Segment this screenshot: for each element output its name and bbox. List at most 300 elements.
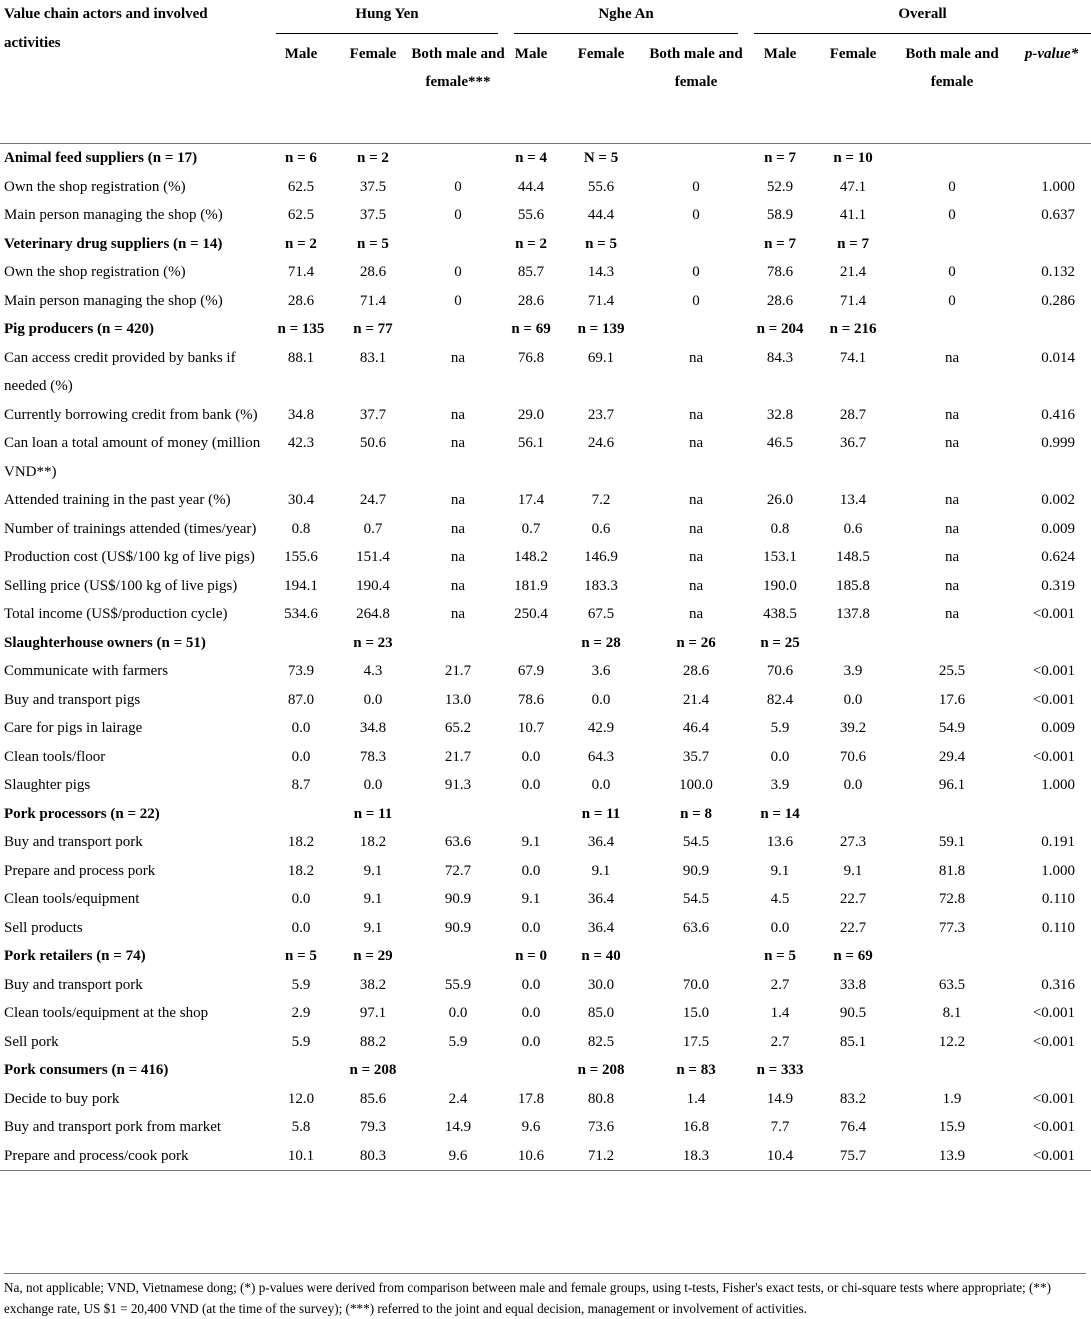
row-label: Total income (US$/production cycle) [4, 606, 228, 622]
table-cell: 5.9 [448, 1033, 468, 1050]
table-cell: 77.3 [938, 919, 966, 936]
table-cell: na [450, 406, 466, 423]
row-label: Can access credit provided by banks if needed (%) [4, 349, 236, 394]
table-cell: na [450, 492, 466, 508]
row-label: Care for pigs in lairage [4, 720, 143, 736]
table-cell: 194.1 [284, 577, 318, 594]
table-cell: 250.4 [514, 606, 548, 622]
table-cell: 47.1 [839, 178, 867, 195]
table-cell: 26.0 [766, 492, 794, 508]
table-cell: na [944, 577, 960, 594]
table-cell: 67.5 [587, 606, 615, 622]
table-cell: 90.9 [682, 862, 710, 879]
row-label: Own the shop registration (%) [4, 264, 186, 280]
table-cell: 0.0 [770, 748, 790, 765]
table-cell: 146.9 [584, 549, 618, 565]
table-cell: 35.7 [682, 748, 710, 765]
table-cell: 36.4 [587, 891, 615, 907]
section-row [0, 230, 1091, 259]
table-cell: 9.6 [521, 1119, 541, 1135]
table-cell: n = 5 [285, 948, 317, 964]
pvalue-cell: 0.624 [1041, 549, 1076, 565]
row-label: Attended training in the past year (%) [4, 492, 231, 508]
table-row [0, 1113, 1091, 1142]
table-cell: 21.7 [444, 748, 472, 765]
table-cell: 0.0 [843, 777, 863, 793]
table-cell: 5.9 [291, 976, 311, 993]
table-cell [266, 1056, 336, 1085]
table-row [0, 515, 1091, 544]
table-cell: 13.9 [938, 1147, 966, 1164]
table-cell: 0.0 [291, 720, 311, 736]
table-cell: 153.1 [763, 549, 797, 565]
table-cell: 534.6 [284, 606, 318, 622]
table-cell [892, 800, 1012, 829]
table-cell: n = 7 [764, 235, 796, 252]
table-cell: 64.3 [587, 748, 615, 765]
table-row [0, 743, 1091, 772]
table-cell: 4.5 [770, 891, 790, 907]
table-cell: 3.9 [843, 663, 863, 679]
table-cell: na [450, 577, 466, 594]
table-cell: 1.4 [686, 1090, 706, 1107]
table-cell: 84.3 [766, 349, 794, 366]
table-cell: 0 [454, 264, 462, 280]
row-label: Clean tools/floor [4, 748, 106, 765]
table-cell: 7.2 [591, 492, 611, 508]
table-cell: n = 40 [581, 948, 621, 964]
table-cell: na [944, 549, 960, 565]
table-cell: 72.7 [444, 862, 472, 879]
table-cell: 71.4 [839, 292, 867, 309]
table-cell: 8.1 [942, 1005, 962, 1021]
table-row [0, 714, 1091, 743]
row-label: Sell pork [4, 1033, 59, 1050]
table-cell: 18.3 [682, 1147, 710, 1164]
pvalue-cell: <0.001 [1032, 1090, 1076, 1107]
table-row [0, 201, 1091, 230]
table-cell: na [944, 406, 960, 423]
table-cell: 54.5 [682, 891, 710, 907]
table-cell: na [450, 435, 466, 451]
group-header-overall [746, 0, 1091, 34]
section-label: Pork consumers (n = 416) [4, 1062, 169, 1078]
table-cell: 90.5 [839, 1005, 867, 1021]
pvalue-cell: 0.999 [1041, 435, 1076, 451]
table-cell: 0.0 [291, 891, 311, 907]
table-row [0, 914, 1091, 943]
pvalue-cell: 1.000 [1041, 777, 1076, 793]
table-cell: 9.1 [521, 834, 541, 850]
col-header-both: Both male and female [892, 34, 1012, 144]
table-footnote: Na, not applicable; VND, Vietnamese dong; (*) p-values were derived from comparison between male and female groups, using t-tests, Fisher's exact tests, or chi-square tests where appropriate; (**) exchange rate, US $1 = 20,400 VND (at the time of the survey); (***) referred to the joint and equal decision, management or involvement of activities. [4, 1273, 1086, 1319]
table-row [0, 1142, 1091, 1171]
pvalue-cell: 0.316 [1041, 976, 1076, 993]
pvalue-cell: 0.014 [1041, 349, 1076, 366]
table-cell: n = 6 [285, 150, 317, 166]
table-cell: 52.9 [766, 178, 794, 195]
table-cell: na [688, 520, 704, 537]
col-header-both: Both male and female [646, 34, 746, 144]
table-cell: 155.6 [284, 549, 318, 565]
table-row [0, 486, 1091, 515]
table-cell: 9.1 [843, 862, 863, 879]
table-cell: 9.1 [363, 891, 383, 907]
table-cell: 85.1 [839, 1033, 867, 1050]
table-row [0, 258, 1091, 287]
table-cell: 78.6 [766, 264, 794, 280]
table-cell: 0.0 [363, 777, 383, 793]
table-cell: 71.2 [587, 1147, 615, 1164]
table-cell: 14.9 [766, 1090, 794, 1107]
table-cell: 151.4 [356, 549, 390, 565]
table-cell: 36.7 [839, 435, 867, 451]
pvalue-cell: 0.110 [1041, 919, 1076, 936]
section-label: Animal feed suppliers (n = 17) [4, 150, 198, 166]
pvalue-cell [1012, 315, 1091, 344]
table-cell: 73.9 [287, 663, 315, 679]
pvalue-cell: <0.001 [1032, 1033, 1076, 1050]
table-row [0, 1028, 1091, 1057]
table-cell: 30.0 [587, 976, 615, 993]
table-cell: 8.7 [291, 777, 311, 793]
table-cell: 0 [948, 292, 956, 309]
col-header-female: Female [814, 34, 892, 144]
table-cell: 41.1 [839, 207, 867, 223]
section-label: Pork retailers (n = 74) [4, 948, 146, 964]
pvalue-cell: 0.286 [1041, 292, 1076, 309]
table-cell [266, 629, 336, 658]
table-cell: n = 5 [764, 948, 796, 964]
table-cell: 82.5 [587, 1033, 615, 1050]
pvalue-cell [1012, 800, 1091, 829]
table-cell: 18.2 [287, 862, 315, 879]
table-cell: 10.4 [766, 1147, 794, 1164]
table-cell: 2.7 [770, 1033, 790, 1050]
table-cell: 29.4 [938, 748, 966, 765]
table-cell: na [688, 549, 704, 565]
table-cell: 148.2 [514, 549, 548, 565]
table-cell: 22.7 [839, 891, 867, 907]
table-cell: 0.0 [521, 777, 541, 793]
section-label: Veterinary drug suppliers (n = 14) [4, 235, 223, 252]
table-cell: 21.4 [682, 691, 710, 708]
table-cell: 67.9 [517, 663, 545, 679]
table-cell: 14.3 [587, 264, 615, 280]
table-cell: na [450, 606, 466, 622]
table-cell [410, 315, 506, 344]
table-cell: 46.5 [766, 435, 794, 451]
section-row [0, 800, 1091, 829]
table-cell: 83.2 [839, 1090, 867, 1107]
table-row [0, 657, 1091, 686]
table-row [0, 828, 1091, 857]
table-row [0, 885, 1091, 914]
table-cell: 185.8 [836, 577, 870, 594]
table-cell: 59.1 [938, 834, 966, 850]
row-label: Sell products [4, 919, 83, 936]
table-cell: 44.4 [587, 207, 615, 223]
section-row [0, 942, 1091, 971]
row-label: Can loan a total amount of money (million VND**) [4, 435, 261, 480]
table-cell: 76.8 [517, 349, 545, 366]
table-cell: 76.4 [839, 1119, 867, 1135]
table-cell: na [944, 492, 960, 508]
table-cell [814, 800, 892, 829]
row-label: Buy and transport pork from market [4, 1119, 222, 1135]
table-cell: n = 28 [581, 634, 621, 651]
table-cell: n = 2 [357, 150, 389, 166]
table-cell [892, 144, 1012, 173]
table-cell [646, 942, 746, 971]
col-header-male: Male [506, 34, 556, 144]
table-cell: 85.6 [359, 1090, 387, 1107]
table-cell: n = 26 [676, 634, 716, 651]
table-cell: 0 [692, 264, 700, 280]
table-cell: 148.5 [836, 549, 870, 565]
group-header-label: Overall [754, 0, 1091, 34]
table-cell: na [688, 349, 704, 366]
table-cell: na [944, 520, 960, 537]
row-label: Slaughter pigs [4, 777, 91, 793]
table-cell: na [450, 549, 466, 565]
table-cell: na [944, 606, 960, 622]
table-cell: 4.3 [363, 663, 383, 679]
table-cell: na [688, 606, 704, 622]
table-cell: 33.8 [839, 976, 867, 993]
pvalue-cell: 1.000 [1041, 862, 1076, 879]
pvalue-cell: <0.001 [1032, 1119, 1076, 1135]
table-cell: 34.8 [359, 720, 387, 736]
table-cell: 0.0 [770, 919, 790, 936]
table-cell: 0 [454, 292, 462, 309]
pvalue-cell: 0.002 [1041, 492, 1076, 508]
section-row [0, 144, 1091, 173]
table-cell: 29.0 [517, 406, 545, 423]
row-label: Prepare and process pork [4, 862, 156, 879]
table-cell: 0.0 [521, 1033, 541, 1050]
table-cell: 12.0 [287, 1090, 315, 1107]
table-cell: n = 14 [760, 805, 800, 822]
table-cell: 71.4 [587, 292, 615, 309]
table-cell: 10.1 [287, 1147, 315, 1164]
table-cell [506, 629, 556, 658]
table-cell: n = 11 [581, 805, 621, 822]
table-cell: 58.9 [766, 207, 794, 223]
table-row [0, 429, 1091, 486]
table-row [0, 771, 1091, 800]
pvalue-cell: 0.637 [1041, 207, 1076, 223]
section-label: Pork processors (n = 22) [4, 805, 160, 822]
section-row [0, 629, 1091, 658]
table-row [0, 686, 1091, 715]
table-cell: 10.6 [517, 1147, 545, 1164]
table-cell: n = 77 [353, 321, 393, 337]
table-cell: 181.9 [514, 577, 548, 594]
col-header-female: Female [336, 34, 410, 144]
table-cell: 100.0 [679, 777, 713, 793]
row-label: Buy and transport pigs [4, 691, 141, 708]
table-cell: na [944, 349, 960, 366]
table-cell: 78.6 [517, 691, 545, 708]
pvalue-cell: 0.110 [1041, 891, 1076, 907]
pvalue-cell: <0.001 [1032, 691, 1076, 708]
table-cell: n = 4 [515, 150, 547, 166]
table-cell: 0.0 [291, 748, 311, 765]
table-cell: 28.6 [766, 292, 794, 309]
table-cell: n = 2 [515, 235, 547, 252]
table-cell: n = 23 [353, 634, 393, 651]
table-cell: 438.5 [763, 606, 797, 622]
table-cell: 15.0 [682, 1005, 710, 1021]
pvalue-cell: 0.416 [1041, 406, 1076, 423]
table-cell: 0.7 [363, 520, 383, 537]
table-cell: 264.8 [356, 606, 390, 622]
pvalue-cell: 0.009 [1041, 720, 1076, 736]
table-cell: 90.9 [444, 891, 472, 907]
table-cell: 13.6 [766, 834, 794, 850]
pvalue-cell [1012, 230, 1091, 259]
table-cell: 5.8 [291, 1119, 311, 1135]
table-cell: 2.7 [770, 976, 790, 993]
table-cell [506, 1056, 556, 1085]
table-cell: 55.9 [444, 976, 472, 993]
table-row [0, 173, 1091, 202]
table-cell: 2.9 [291, 1005, 311, 1021]
table-cell [892, 942, 1012, 971]
table-cell: 55.6 [587, 178, 615, 195]
table-cell: 38.2 [359, 976, 387, 993]
table-cell: n = 10 [833, 150, 873, 166]
table-cell: 0.6 [843, 520, 863, 537]
table-cell: na [450, 520, 466, 537]
table-cell: 16.8 [682, 1119, 710, 1135]
table-cell: n = 208 [349, 1062, 397, 1078]
table-cell: 17.5 [682, 1033, 710, 1050]
table-cell: 37.5 [359, 178, 387, 195]
table-cell: 28.7 [839, 406, 867, 423]
table-cell: 70.6 [839, 748, 867, 765]
table-cell: 56.1 [517, 435, 545, 451]
table-body [0, 144, 1091, 1171]
table-cell: 0.0 [521, 862, 541, 879]
table-cell: 0.0 [291, 919, 311, 936]
table-cell: 34.8 [287, 406, 315, 423]
table-cell: 97.1 [359, 1005, 387, 1021]
table-cell: 83.1 [359, 349, 387, 366]
col-header-female: Female [556, 34, 646, 144]
row-label: Production cost (US$/100 kg of live pigs) [4, 549, 255, 565]
table-cell [506, 800, 556, 829]
pvalue-cell: <0.001 [1032, 663, 1076, 679]
table-cell: 0.0 [448, 1005, 468, 1021]
table-cell: n = 8 [680, 805, 712, 822]
table-cell: 96.1 [938, 777, 966, 793]
group-header-label: Nghe An [514, 0, 738, 34]
table-cell: 7.7 [770, 1119, 790, 1135]
table-cell [892, 629, 1012, 658]
table-cell: 17.8 [517, 1090, 545, 1107]
table-cell: 10.7 [517, 720, 545, 736]
table-cell [814, 629, 892, 658]
table-cell: 190.4 [356, 577, 390, 594]
table-cell: 1.9 [942, 1090, 962, 1107]
table-cell: 3.9 [770, 777, 790, 793]
row-label: Main person managing the shop (%) [4, 292, 223, 309]
section-label: Slaughterhouse owners (n = 51) [4, 634, 206, 651]
table-cell: 18.2 [359, 834, 387, 850]
table-cell: 32.8 [766, 406, 794, 423]
table-cell: 46.4 [682, 720, 710, 736]
pvalue-cell [1012, 629, 1091, 658]
table-cell: n = 135 [277, 321, 325, 337]
table-cell: 0.6 [591, 520, 611, 537]
pvalue-cell: 0.191 [1041, 834, 1076, 850]
table-cell: 0.0 [521, 919, 541, 936]
table-cell: 50.6 [359, 435, 387, 451]
table-cell: 9.6 [448, 1147, 468, 1164]
table-cell: n = 216 [829, 321, 877, 337]
table-cell: 78.3 [359, 748, 387, 765]
table-cell: 37.7 [359, 406, 387, 423]
table-cell: 0 [948, 264, 956, 280]
row-label: Buy and transport pork [4, 834, 143, 850]
table-cell: 0 [454, 178, 462, 195]
table-cell [646, 230, 746, 259]
table-cell: n = 11 [353, 805, 393, 822]
pvalue-cell: 0.319 [1041, 577, 1076, 594]
table-cell: 13.4 [839, 492, 867, 508]
table-cell: 28.6 [682, 663, 710, 679]
table-cell [410, 629, 506, 658]
table-cell: 73.6 [587, 1119, 615, 1135]
table-cell: 62.5 [287, 207, 315, 223]
table-cell: 0.0 [591, 691, 611, 708]
table-cell: 82.4 [766, 691, 794, 708]
table-cell [410, 1056, 506, 1085]
table-cell: 72.8 [938, 891, 966, 907]
table-cell: 5.9 [770, 720, 790, 736]
table-cell: 65.2 [444, 720, 472, 736]
group-header-label: Hung Yen [276, 0, 498, 34]
table-cell: 87.0 [287, 691, 315, 708]
pvalue-cell: 0.009 [1041, 520, 1076, 537]
table-cell: 0.0 [521, 748, 541, 765]
table-cell: 37.5 [359, 207, 387, 223]
table-cell: n = 69 [833, 948, 873, 964]
table-cell: n = 5 [585, 235, 617, 252]
table-cell: na [450, 349, 466, 366]
row-label: Main person managing the shop (%) [4, 207, 223, 223]
table-cell: N = 5 [583, 150, 619, 166]
table-cell: 0 [948, 178, 956, 195]
table-cell: n = 29 [353, 948, 393, 964]
table-cell: 9.1 [770, 862, 790, 879]
row-label: Own the shop registration (%) [4, 178, 186, 195]
table-row [0, 344, 1091, 401]
table-cell: 70.0 [682, 976, 710, 993]
table-cell: n = 7 [764, 150, 796, 166]
table-cell: 9.1 [521, 891, 541, 907]
table-cell: 63.5 [938, 976, 966, 993]
table-cell: 69.1 [587, 349, 615, 366]
table-cell: n = 208 [577, 1062, 625, 1078]
table-cell: 71.4 [359, 292, 387, 309]
table-cell: 17.4 [517, 492, 545, 508]
table-cell: na [688, 406, 704, 423]
table-cell: 21.7 [444, 663, 472, 679]
table-cell: n = 7 [837, 235, 869, 252]
